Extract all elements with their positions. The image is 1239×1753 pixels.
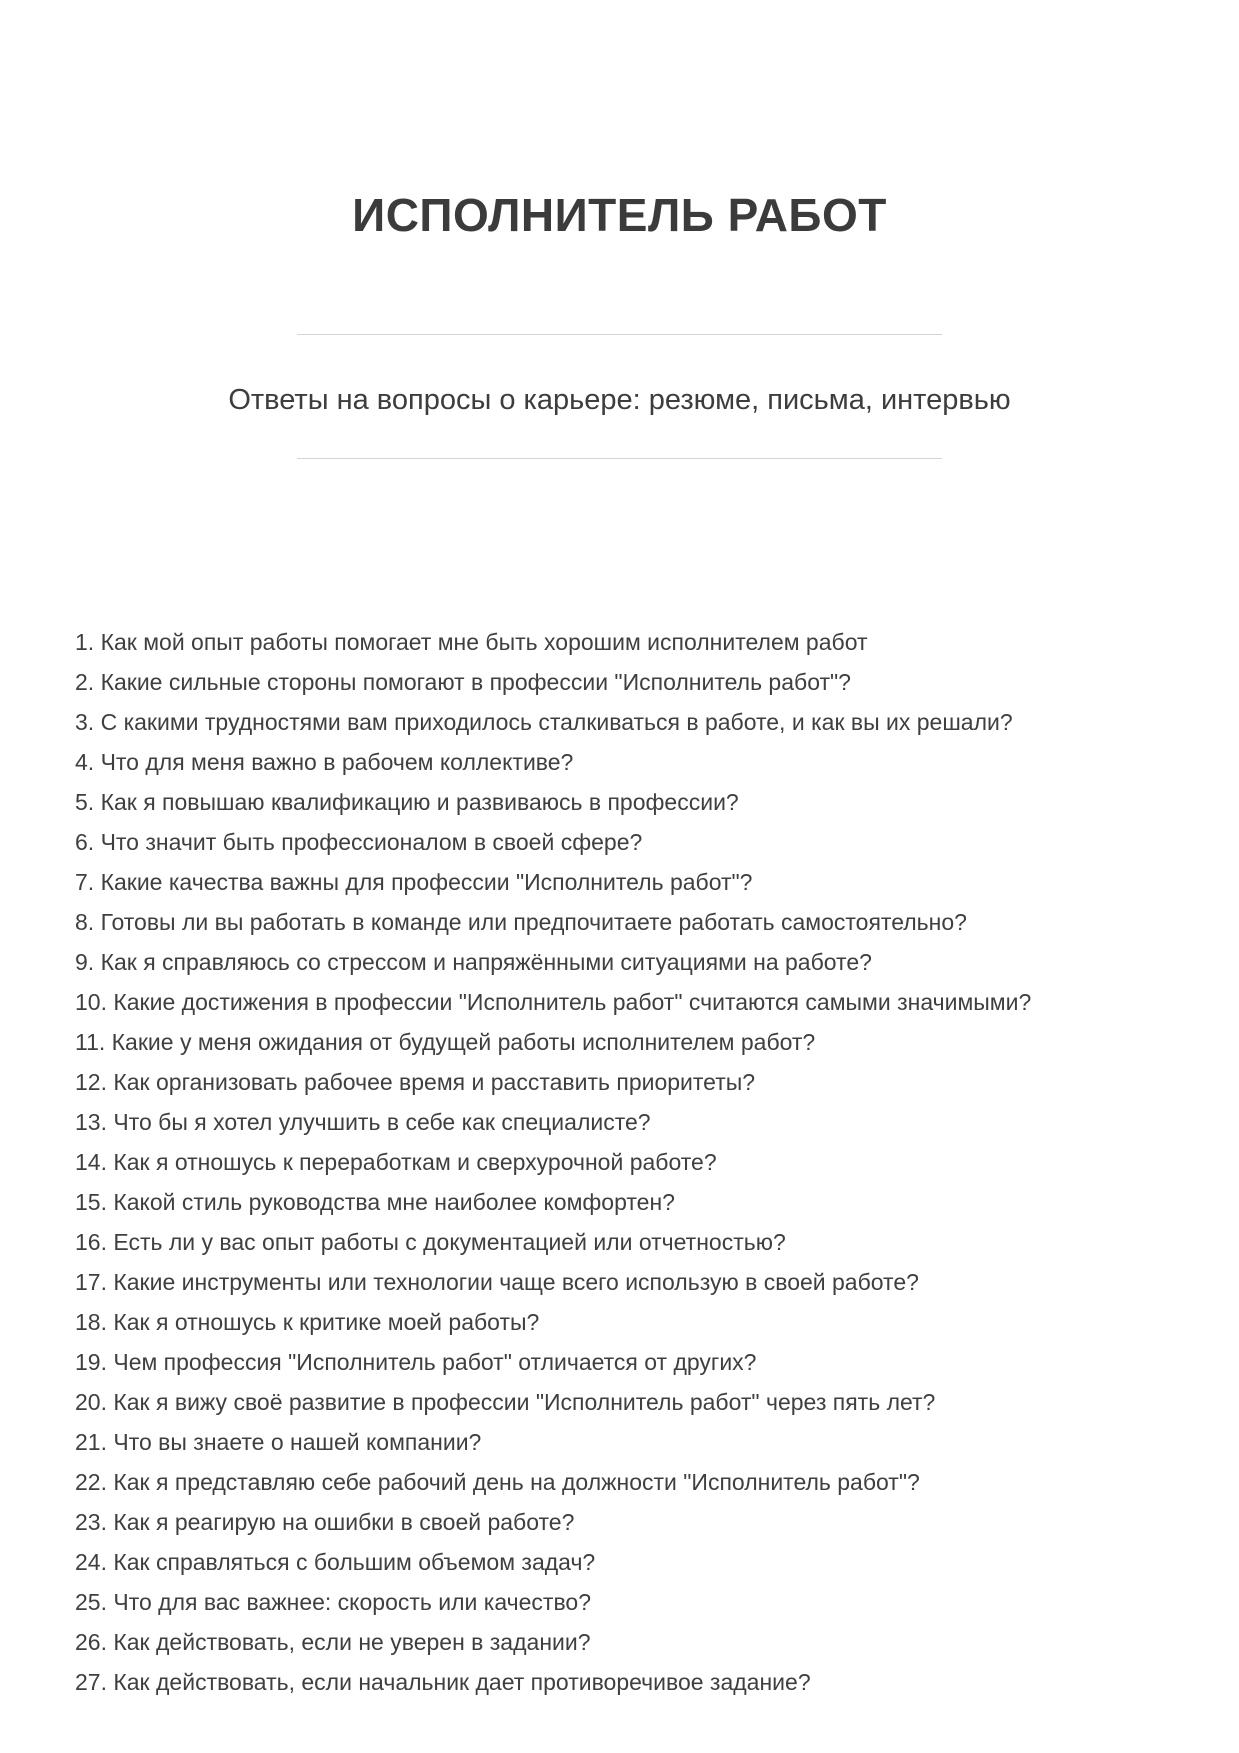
question-item: 12. Как организовать рабочее время и расставить приоритеты?: [75, 1069, 756, 1095]
question-item: 11. Какие у меня ожидания от будущей работы исполнителем работ?: [75, 1029, 816, 1055]
question-item: 17. Какие инструменты или технологии чаще всего использую в своей работе?: [75, 1269, 919, 1295]
question-item: 21. Что вы знаете о нашей компании?: [75, 1429, 482, 1455]
page-subtitle: Ответы на вопросы о карьере: резюме, письма, интервью: [228, 384, 1011, 416]
question-item: 4. Что для меня важно в рабочем коллективе?: [75, 749, 574, 775]
question-item: 18. Как я отношусь к критике моей работы?: [75, 1309, 540, 1335]
question-item: 16. Есть ли у вас опыт работы с документацией или отчетностью?: [75, 1229, 786, 1255]
question-item: 2. Какие сильные стороны помогают в профессии "Исполнитель работ"?: [75, 669, 851, 695]
question-item: 7. Какие качества важны для профессии "Исполнитель работ"?: [75, 869, 753, 895]
question-item: 20. Как я вижу своё развитие в профессии "Исполнитель работ" через пять лет?: [75, 1389, 936, 1415]
question-item: 19. Чем профессия "Исполнитель работ" отличается от других?: [75, 1349, 757, 1375]
question-item: 23. Как я реагирую на ошибки в своей работе?: [75, 1509, 575, 1535]
question-item: 1. Как мой опыт работы помогает мне быть хорошим исполнителем работ: [75, 629, 868, 655]
question-item: 15. Какой стиль руководства мне наиболее комфортен?: [75, 1189, 675, 1215]
question-item: 24. Как справляться с большим объемом задач?: [75, 1549, 596, 1575]
question-item: 26. Как действовать, если не уверен в задании?: [75, 1629, 591, 1655]
question-item: 5. Как я повышаю квалификацию и развиваюсь в профессии?: [75, 789, 739, 815]
question-item: 9. Как я справляюсь со стрессом и напряжёнными ситуациями на работе?: [75, 949, 872, 975]
question-item: 3. С какими трудностями вам приходилось сталкиваться в работе, и как вы их решали?: [75, 709, 1013, 735]
question-item: 14. Как я отношусь к переработкам и сверхурочной работе?: [75, 1149, 717, 1175]
divider-top: [297, 334, 942, 335]
question-item: 27. Как действовать, если начальник дает противоречивое задание?: [75, 1669, 811, 1695]
question-item: 10. Какие достижения в профессии "Исполнитель работ" считаются самыми значимыми?: [75, 989, 1032, 1015]
page-title: ИСПОЛНИТЕЛЬ РАБОТ: [352, 189, 887, 241]
question-list: [0, 622, 1239, 1702]
question-item: 6. Что значит быть профессионалом в своей сфере?: [75, 829, 643, 855]
question-item: 22. Как я представляю себе рабочий день на должности "Исполнитель работ"?: [75, 1469, 920, 1495]
question-item: 13. Что бы я хотел улучшить в себе как специалисте?: [75, 1109, 651, 1135]
divider-bottom: [297, 458, 942, 459]
question-item: 25. Что для вас важнее: скорость или качество?: [75, 1589, 591, 1615]
question-item: 8. Готовы ли вы работать в команде или предпочитаете работать самостоятельно?: [75, 909, 967, 935]
